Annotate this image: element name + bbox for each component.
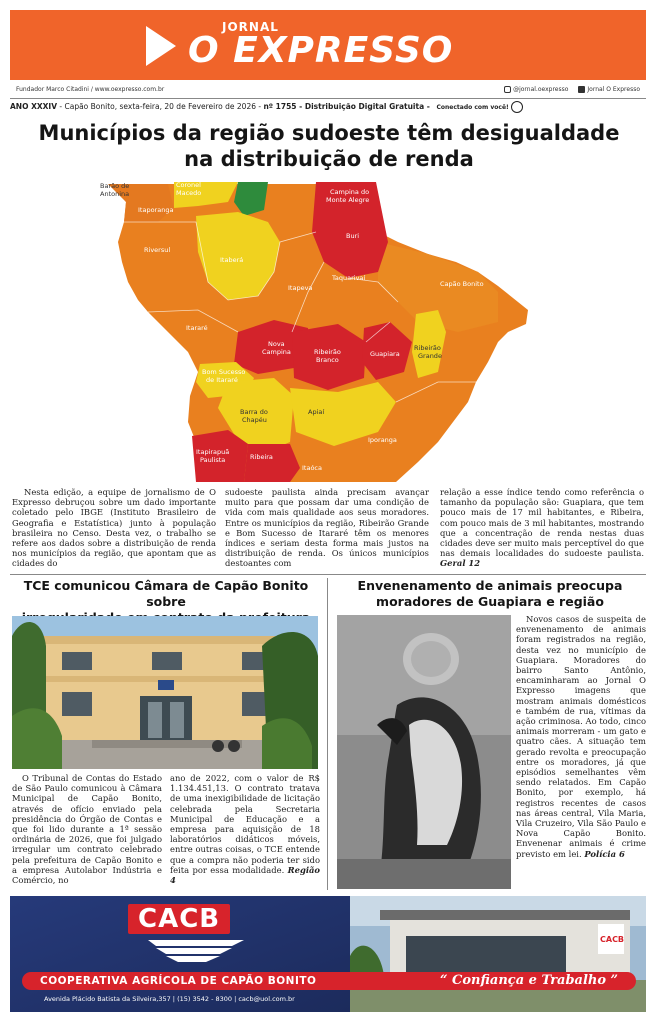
map-label-itaporanga: Itaporanga (138, 206, 174, 214)
map-label-ribeirao2: Branco (316, 356, 339, 364)
issue-distribution: - Distribuição Digital Gratuita - (296, 102, 433, 111)
map-label-riversul: Riversul (144, 246, 171, 254)
connected-slogan: Conectado com você! (436, 104, 509, 111)
tce-headline-line1: TCE comunicou Câmara de Capão Bonito sobre (23, 578, 309, 609)
masthead-title: O EXPRESSO (188, 30, 454, 71)
city-hall-photo (12, 616, 318, 769)
network-icon (511, 101, 523, 113)
cacb-wing-icon (146, 936, 246, 966)
map-label-ribeirao1: Ribeirão (314, 348, 341, 356)
lead-headline-line1: Municípios da região sudoeste têm desigualdade (38, 121, 620, 145)
tce-column-2-text: ano de 2022, com o valor de R$ 1.134.451,13. O contrato tratava de uma inexigibilidade de licitação celebrada pela Secretaria Municipal de Educação e a empresa para aquisição de 18 laboratórios didáticos móveis, entre outras coisas, o TCE entende que a compra não poderia ter sido feita por essa modalidade. (170, 773, 320, 875)
map-label-rgrande1: Ribeirão (414, 344, 441, 352)
poisoning-headline-line2: moradores de Guapiara e região (376, 594, 604, 609)
instagram-link[interactable] (504, 86, 568, 93)
map-label-itapirapua2: Paulista (200, 456, 226, 464)
masthead-divider (10, 98, 646, 99)
map-label-nova2: Campina (262, 348, 291, 356)
map-label-bom1: Bom Sucesso (202, 368, 246, 376)
map-label-coronel: Coronel (176, 182, 201, 189)
issue-info (10, 101, 646, 113)
masthead-jornal-label: JORNAL (222, 20, 279, 34)
map-label-taquarivai: Taquarivaí (332, 274, 366, 282)
store-sign-text: CACB (600, 935, 625, 944)
dog-photo (337, 615, 511, 889)
poisoning-headline (334, 578, 646, 610)
lead-section-tag[interactable]: Geral 12 (440, 558, 481, 569)
map-label-barao: Barão de (100, 182, 130, 190)
map-label-barra2: Chapéu (242, 416, 267, 424)
ad-address: Avenida Plácido Batista da Silveira,357 | (15) 3542 - 8300 | cacb@uol.com.br (44, 995, 295, 1003)
issue-place-date: - Capão Bonito, sexta-feira, 20 de Fevereiro de 2026 - (57, 102, 264, 111)
lead-column-3-text: relação a esse índice tendo como referência o tamanho da população são: Guapiara, que tem pouco mais de 17 mil habitantes, e Ribeira, com pouco mais de 3 mil habitantes, mostrando que a concentração de renda nestas duas cidades deve ser muito mais perceptível do que nas demais localidades do sudoeste paulista. (440, 487, 644, 559)
map-label-iporanga: Iporanga (368, 436, 397, 444)
cacb-logo: CACB (128, 904, 230, 934)
ad-slogan: “ Confiança e Trabalho ” (440, 973, 619, 988)
lead-column-3 (440, 487, 644, 569)
founder-text: Fundador Marco Citadini / www.oexpresso.com.br (16, 86, 165, 93)
poisoning-article-text: Novos casos de suspeita de envenenamento de animais foram registrados na região, desta vez no município de Guapiara. Moradores do bairro Santo Antônio, encaminharam ao Jornal O Expresso imagens que mostram animais domésticos e também de rua, vítimas da ação criminosa. Ao todo, cinco animais morreram - um gato e quatro cães. A situação tem gerado revolta e preocupação entre os moradores, já que episódios semelhantes vêm sendo relatados. Em Capão Bonito, por exemplo, há registros recentes de casos nas áreas central, Vila Maria, Vila Cruzeiro, Vila São Paulo e Nova Capão Bonito. Envenenar animais é crime previsto em lei. (516, 614, 646, 859)
instagram-icon (504, 86, 511, 93)
map-label-capao: Capão Bonito (440, 280, 484, 288)
map-label-itapeva: Itapeva (288, 284, 313, 292)
map-label-guapiara: Guapiara (370, 350, 400, 358)
map-label-itapirapua1: Itapirapuã (196, 448, 230, 456)
issue-number: nº 1755 (263, 102, 297, 111)
masthead-subline (10, 84, 646, 98)
facebook-icon (578, 86, 585, 93)
poisoning-article-body (516, 614, 646, 859)
tce-article-body (12, 773, 320, 891)
map-label-antonina: Antonina (100, 190, 130, 198)
map-label-campina: Campina do (330, 188, 370, 196)
map-label-ribeira: Ribeira (250, 453, 273, 461)
ad-store-photo (350, 896, 646, 1012)
social-links (504, 86, 640, 93)
income-distribution-map (78, 182, 530, 484)
lead-headline (20, 120, 638, 172)
issue-volume: ANO XXXIV (10, 102, 58, 111)
map-label-itabera: Itaberá (220, 256, 244, 264)
tce-column-1: O Tribunal de Contas do Estado de São Paulo comunicou à Câmara Municipal de Capão Bonito, através de ofício enviado pela presidência do Órgão de Contas e que foi lido durante a 1ª sessão ordinária de 2026, que foi julgado irregular um contrato celebrado pela prefeitura de Capão Bonito e a empresa Autolabor Indústria e Comércio, no (12, 773, 162, 886)
lead-column-2: sudoeste paulista ainda precisam avançar muito para que possam dar uma condição de vida com mais qualidade aos seus moradores. Entre os municípios da região, Ribeirão Grande e Bom Sucesso de Itararé têm os menores índices e seriam desta forma mais justos na distribuição de renda. Os únicos municípios destoantes com (225, 487, 429, 569)
lead-column-1: Nesta edição, a equipe de jornalismo de O Expresso debruçou sobre um dado importante coletado pelo IBGE (Instituto Brasileiro de Geografia e Estatística) junto à população brasileira no Censo. Desta vez, o trabalho se refere aos dados sobre a distribuição de renda nos municípios da região, que apontam que as cidades do (12, 487, 216, 569)
ad-company-name: COOPERATIVA AGRÍCOLA DE CAPÃO BONITO (40, 975, 317, 987)
map-label-nova1: Nova (268, 340, 285, 348)
lead-headline-line2: na distribuição de renda (184, 147, 474, 171)
tce-section-tag[interactable]: Região 4 (170, 864, 321, 886)
map-zone-ribeira (244, 444, 300, 482)
tce-column-2 (170, 773, 320, 885)
column-divider (327, 578, 328, 890)
map-label-buri: Buri (346, 232, 360, 240)
cacb-advertisement[interactable] (10, 896, 646, 1012)
map-label-macedo: Macedo (176, 189, 202, 197)
masthead-banner (10, 10, 646, 80)
map-label-rgrande2: Grande (418, 352, 442, 360)
map-label-apiai: Apiaí (308, 408, 325, 416)
map-label-barra1: Barra do (240, 408, 268, 416)
map-label-monte: Monte Alegre (326, 196, 370, 204)
play-logo-icon (146, 26, 176, 66)
facebook-link[interactable] (578, 86, 640, 93)
map-label-itaoca: Itaóca (302, 464, 322, 472)
map-label-bom2: de Itararé (206, 376, 238, 384)
poisoning-headline-line1: Envenenamento de animais preocupa (357, 578, 623, 593)
section-divider (10, 574, 646, 575)
lead-article-body (12, 487, 644, 569)
poisoning-section-tag[interactable]: Polícia 6 (584, 848, 625, 859)
instagram-handle: @jornal.oexpresso (513, 86, 569, 93)
facebook-handle: Jornal O Expresso (587, 86, 640, 93)
map-label-itarare: Itararé (186, 324, 208, 332)
